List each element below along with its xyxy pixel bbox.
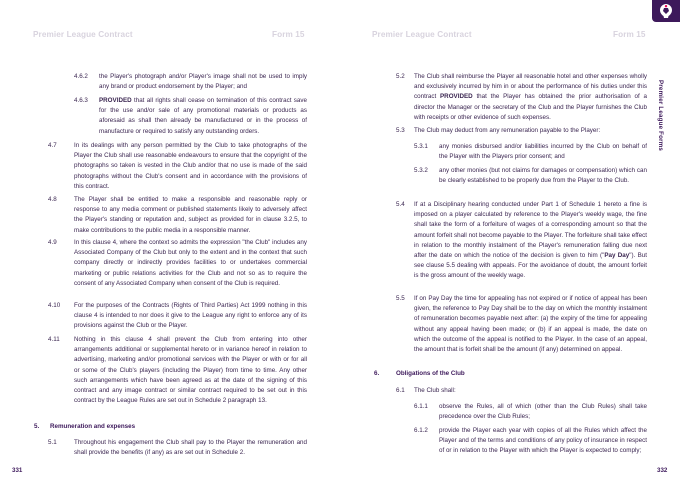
lion-crest-icon (658, 3, 674, 19)
clause-5-3: The Club may deduct from any remuneration payable to the Player: (414, 127, 601, 134)
section-number: 5. (34, 423, 40, 430)
pay-day-term: Pay Day (604, 252, 630, 260)
clause-4-6-3 (99, 96, 307, 137)
clause-6-1: The Club shall: (414, 387, 456, 394)
clause-number: 5.1 (48, 439, 57, 446)
clause-4-8: The Player shall be entitled to make a responsible and reasonable reply or response to any media comment or published statements likely to adversely affect the Player's standing or reputation and, subject as provided for in clause 3.2.5, to make contributions to the public media in a responsible manner. (74, 196, 307, 234)
clause-5-3-2: any other monies (but not claims for damages or compensation) which can be clearly established to be properly due from the Player to the Club. (439, 167, 647, 185)
clause-number: 5.3.2 (414, 167, 428, 174)
provided-keyword: PROVIDED (440, 93, 473, 101)
clause-5-4-text-a: If at a Disciplinary hearing conducted under Part 1 of Schedule 1 hereto a fine is imposed on a player calculated by reference to the Player's weekly wage, the fine shall take the form of a forfeiture of wages of a corresponding amount so that the amount forfeit shall not become payable to the Player. The forfeiture shall take effect in relation to the monthly instalment of the Player's remuneration falling due next after the date on which the notice of the decision is given to him (" (414, 201, 647, 260)
clause-5-2-text-a: The Club shall reimburse the Player all reasonable hotel and other expenses wholly and exclusively incurred by him in or about the performance of his duties under this contract (414, 73, 647, 101)
clause-5-2-text-b: that the Player has obtained the prior authorisation of a director the Manager or the secretary of the Club and the Player furnishes the Club with receipts or other evidence of such expenses. (414, 93, 648, 121)
header-form-left: Form 15 (272, 30, 305, 39)
clause-number: 5.3 (396, 127, 405, 134)
clause-4-6-2: the Player's photograph and/or Player's image shall not be used to imply any brand or product endorsement by the Player; and (99, 73, 307, 91)
side-tab-label: Premier League Forms (657, 80, 664, 152)
clause-number: 4.11 (48, 336, 60, 343)
page-number-left: 331 (12, 467, 23, 474)
clause-number: 4.6.3 (74, 97, 88, 104)
section-heading-remuneration: Remuneration and expenses (50, 423, 136, 430)
header-title-left: Premier League Contract (33, 30, 133, 39)
section-number: 6. (374, 370, 380, 377)
clause-number: 4.6.2 (74, 73, 88, 80)
right-page (340, 0, 680, 483)
clause-5-4 (414, 200, 647, 282)
clause-number: 5.5 (396, 295, 405, 302)
clause-4-10: For the purposes of the Contracts (Rights of Third Parties) Act 1999 nothing in this clause 4 is intended to nor does it give to the League any right to enforce any of its provisions against the Club or the Player. (74, 302, 307, 330)
clause-5-3-1: any monies disbursed and/or liabilities incurred by the Club on behalf of the Player with the Players prior consent; and (439, 143, 647, 161)
clause-number: 6.1 (396, 387, 405, 394)
clause-number: 4.9 (48, 239, 57, 246)
clause-5-2 (414, 72, 647, 123)
clause-number: 6.1.2 (414, 427, 428, 434)
header-title-right: Premier League Contract (372, 30, 472, 39)
clause-number: 6.1.1 (414, 403, 428, 410)
clause-number: 5.2 (396, 73, 405, 80)
clause-5-5: If on Pay Day the time for appealing has not expired or if notice of appeal has been given, the reference to Pay Day shall be to the day on which the monthly instalment of remuneration becomes payable next after: (a) the expiry of the time for appealing without any appeal having been made; or (b) if an appeal is made, the date on which the outcome of the appeal is notified to the Player. In the case of an appeal, the amount that is forfeit shall be the amount (if any) determined on appeal. (414, 295, 647, 354)
clause-6-1-1: observe the Rules, all of which (other than the Club Rules) shall take precedence over the Club Rules; (439, 403, 647, 421)
clause-number: 4.7 (48, 142, 57, 149)
clause-number: 4.8 (48, 196, 57, 203)
provided-keyword: PROVIDED (99, 97, 132, 104)
section-side-tab (657, 80, 669, 230)
clause-4-9: In this clause 4, where the context so admits the expression "the Club" includes any Associated Company of the Club but only to the extent and in the context that such company directly or indirectly provides facilities to or undertakes commercial marketing or public relations activities for the Club and not so as to require the consent of any Associated Company when consent of the Club is required. (74, 239, 307, 287)
clause-4-6-3-text: that all rights shall cease on termination of this contract save for the use and/or sale of any promotional materials or products as aforesaid as shall then already be manufactured or in the process of manufacture or required to satisfy any outstanding orders. (99, 97, 307, 135)
clause-number: 5.3.1 (414, 143, 428, 150)
header-form-right: Form 15 (613, 30, 646, 39)
clause-5-4-text-b: "). But see clause 5.5 dealing with appeals. For the avoidance of doubt, the amount forfeit is the gross amount of the weekly wage. (414, 252, 648, 280)
section-heading-obligations: Obligations of the Club (396, 370, 465, 377)
clause-number: 4.10 (48, 302, 61, 309)
clause-6-1-2: provide the Player each year with copies of all the Rules which affect the Player and of the terms and conditions of any policy of insurance in respect of or in relation to the Player with which the Player is expected to comply; (439, 427, 647, 455)
premier-league-logo (652, 0, 680, 22)
page-number-right: 332 (657, 467, 668, 474)
clause-5-1: Throughout his engagement the Club shall pay to the Player the remuneration and shall provide the benefits (if any) as are set out in Schedule 2. (74, 439, 307, 457)
clause-4-11: Nothing in this clause 4 shall prevent the Club from entering into other arrangements additional or supplemental hereto or in variance hereof in relation to advertising, marketing and/or promotional services with the Player or with or for all or some of the Club's players (including the Player) from time to time. Any other such arrangements which have been agreed as at the date of the signing of this contract and any image contract or similar contract required to be set out in this contract by the League Rules are set out in Schedule 2 paragraph 13. (74, 336, 307, 405)
clause-number: 5.4 (396, 201, 405, 208)
clause-4-7: In its dealings with any person permitted by the Club to take photographs of the Player the Club shall use reasonable endeavours to ensure that the copyright of the photographs so taken is vested in the Club and/or that no use is made of the said photographs without the Club's consent and in accordance with the provisions of this contract. (74, 142, 307, 190)
